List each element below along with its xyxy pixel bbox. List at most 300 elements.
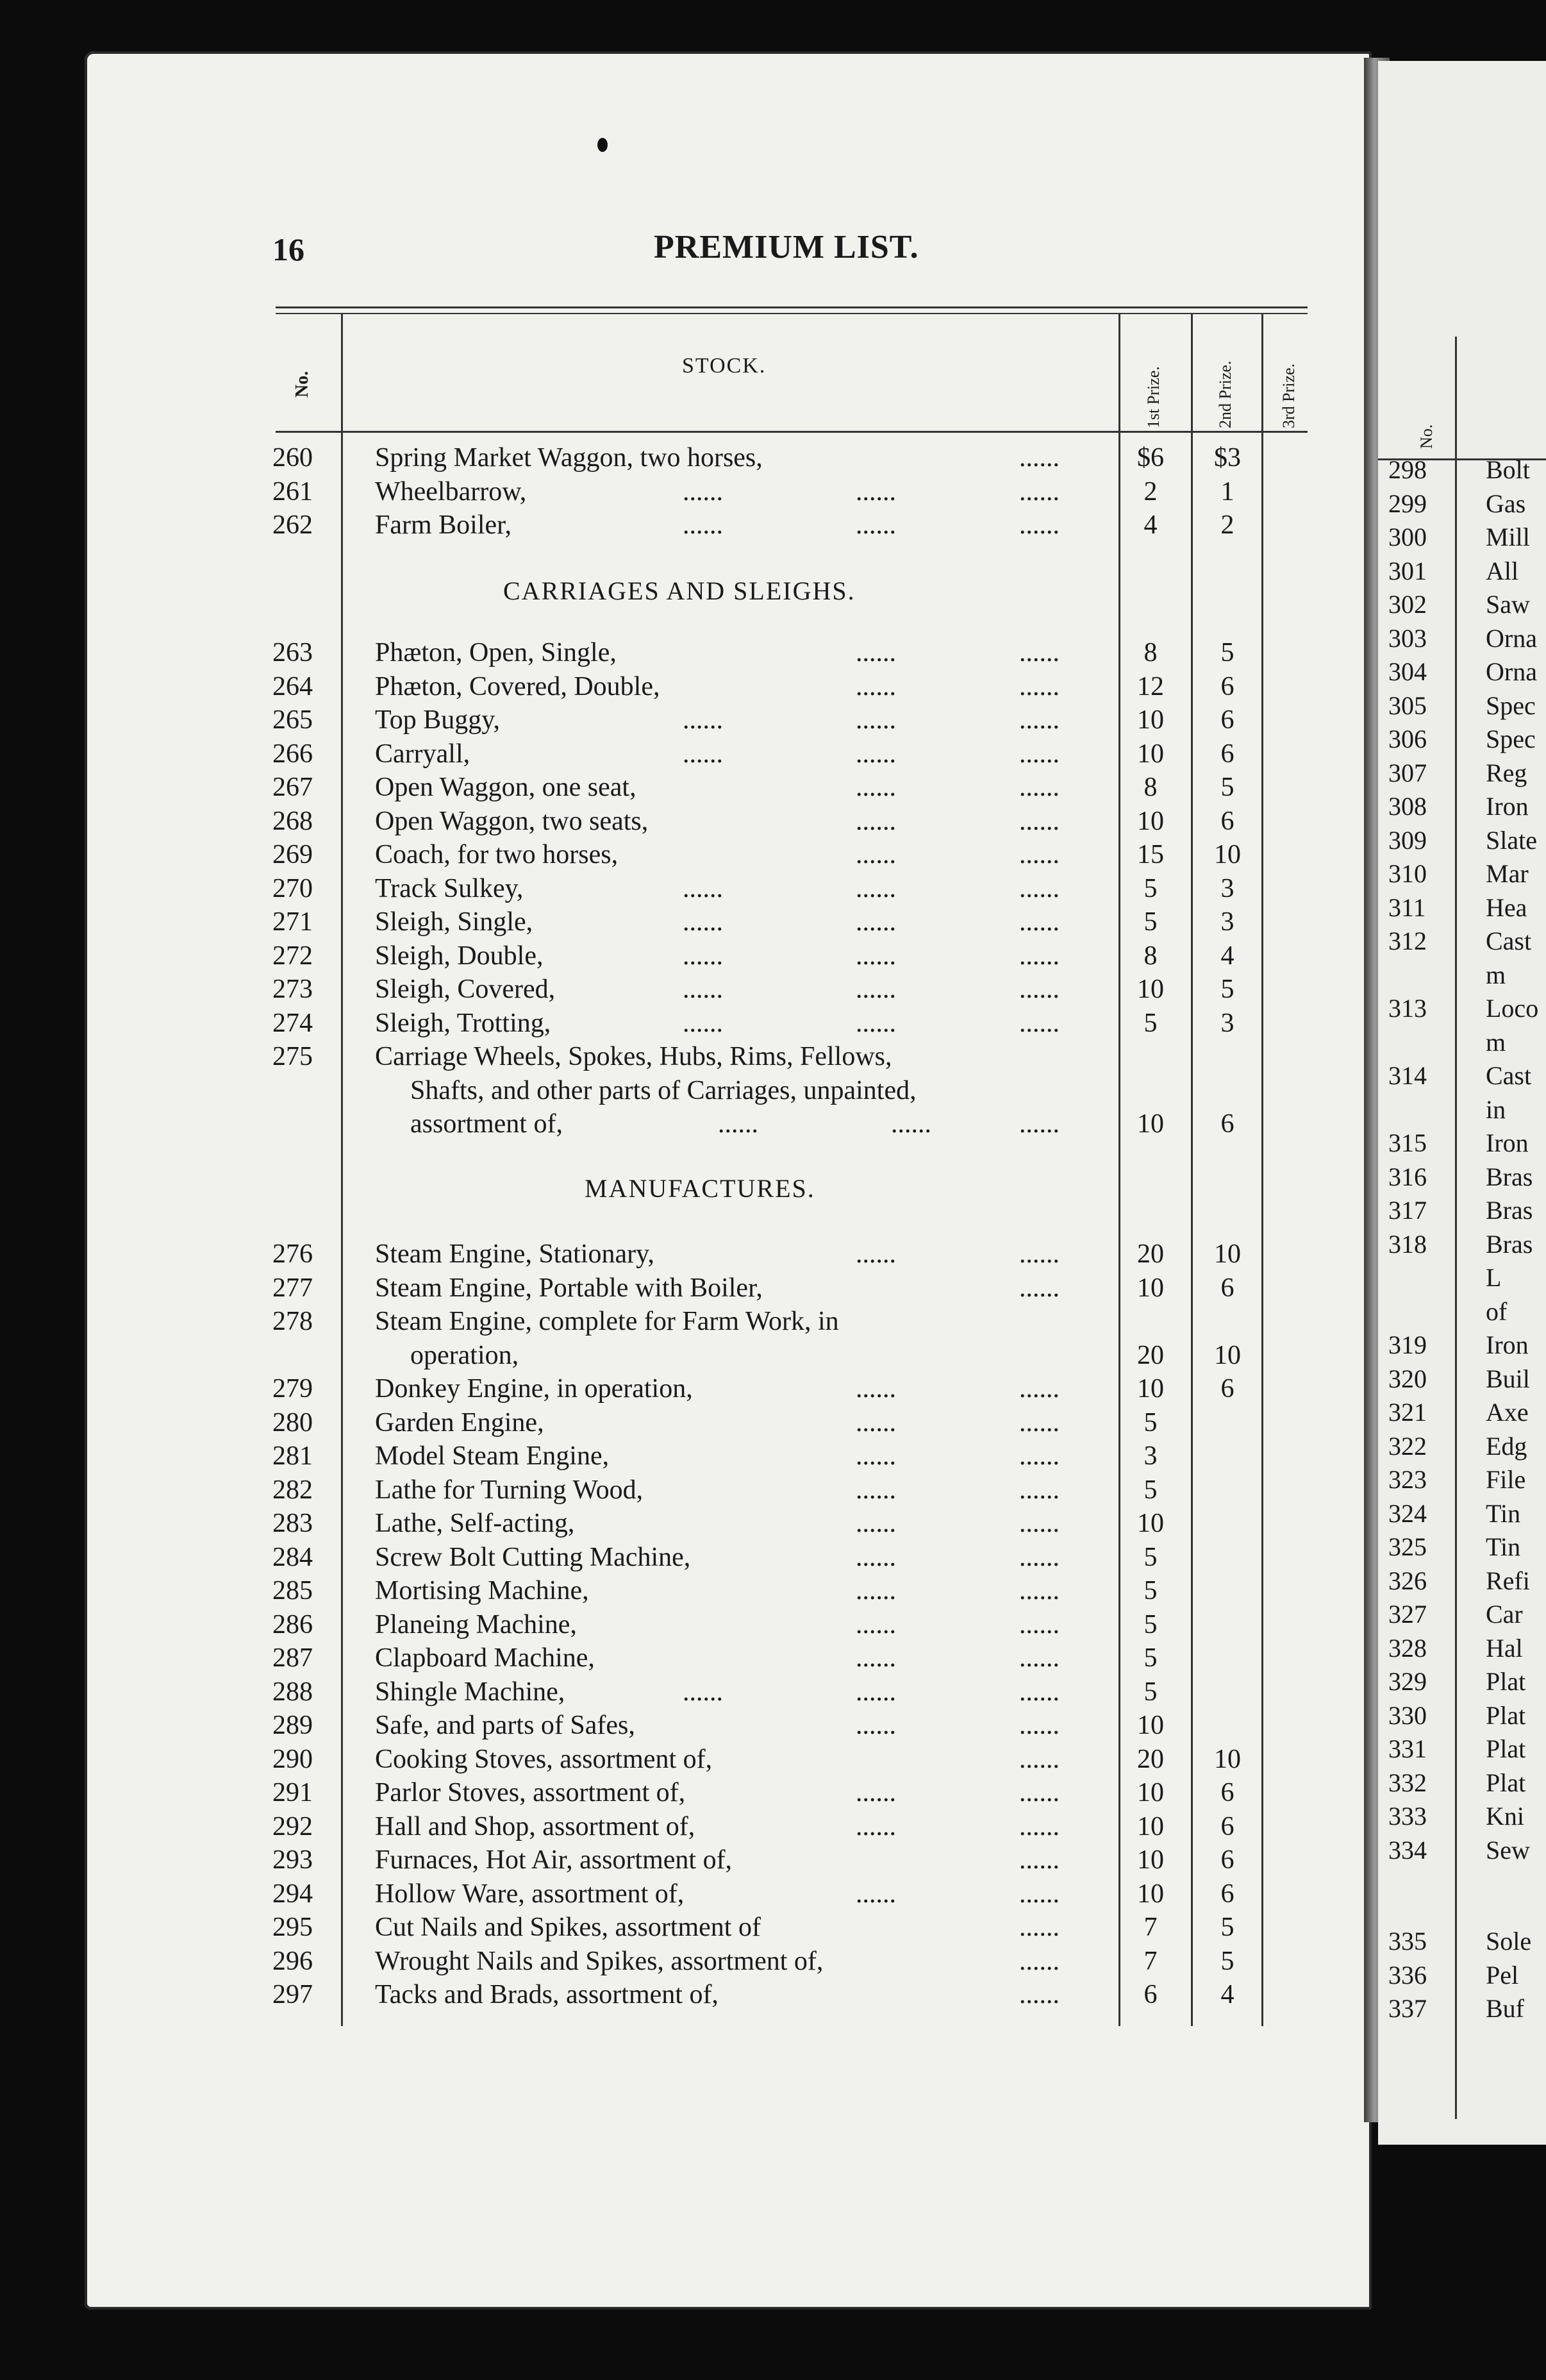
facing-item-text: Gas [1486,489,1526,518]
facing-item-number: 337 [1388,1994,1427,2023]
item-number: 266 [272,739,313,769]
first-prize: 3 [1143,1441,1158,1471]
facing-item-number: 328 [1388,1633,1427,1663]
item-description-text: Lathe for Turning Wood, [375,1475,644,1505]
leader-dots: ...... [856,840,896,869]
item-description-text: Model Steam Engine, [375,1441,610,1471]
facing-item-number: 301 [1388,556,1427,585]
leader-dots: ...... [1019,1441,1060,1471]
table-row [0,1271,1346,1305]
item-description-text: Parlor Stoves, assortment of, [375,1778,686,1807]
item-number: 282 [272,1475,313,1505]
item-description-text: Steam Engine, complete for Farm Work, in [375,1307,839,1336]
first-prize: 15 [1137,840,1164,869]
item-description-text: Phæton, Open, Single, [375,638,617,667]
first-prize: 5 [1143,1475,1158,1505]
item-description [375,1574,896,1607]
facing-item-text: Bras [1486,1229,1533,1259]
table-row [0,973,1346,1006]
facing-item-text: Iron [1486,1128,1529,1157]
facing-item-text: Hal [1486,1633,1523,1663]
item-description [375,838,896,871]
leader-dots: ...... [856,1609,896,1639]
leader-dots: ...... [1019,1239,1060,1269]
item-description [375,1608,896,1641]
leader-dots: ...... [1019,1946,1060,1976]
item-description-text: Mortising Machine, [375,1576,589,1605]
facing-item-number: 330 [1388,1700,1427,1730]
header-prize3: 3rd Prize. [1279,363,1298,428]
item-number: 294 [272,1879,313,1909]
second-prize: 6 [1220,1273,1234,1303]
header-rule [276,431,1308,433]
item-description [375,1675,896,1709]
facing-item-text: Iron [1486,792,1529,821]
item-description [410,1107,931,1141]
facing-item-text: Bolt [1486,455,1530,484]
item-description-text: Donkey Engine, in operation, [375,1374,693,1404]
item-description-text: Sleigh, Covered, [375,975,556,1004]
leader-dots: ...... [1019,1811,1060,1841]
facing-page [1378,61,1546,2145]
first-prize: $6 [1137,443,1164,473]
facing-item-number: 318 [1388,1229,1427,1259]
leader-dots: ...... [1019,443,1060,473]
facing-item-number: 313 [1388,994,1427,1023]
item-description [375,737,896,771]
facing-item-text: Slate [1486,825,1537,855]
first-prize: 5 [1143,1008,1158,1038]
second-prize: 1 [1220,476,1234,507]
item-description [375,1372,896,1405]
second-prize: 10 [1214,840,1241,869]
table-row [0,508,1346,542]
table-row [0,1473,1346,1507]
leader-dots: ...... [683,1008,723,1038]
item-description [375,1473,896,1507]
item-number: 289 [272,1711,313,1740]
facing-item-number: 324 [1388,1498,1427,1528]
item-description [375,1406,896,1439]
leader-dots: ...... [856,1811,896,1841]
first-prize: 10 [1137,1509,1164,1538]
leader-dots: ...... [683,907,723,937]
leader-dots: ...... [683,873,723,903]
first-prize: 5 [1143,1643,1158,1673]
first-prize: 10 [1137,1273,1164,1303]
first-prize: 6 [1143,1980,1158,2009]
second-prize: 6 [1220,1109,1234,1139]
first-prize: 10 [1137,806,1164,836]
item-description-text: Wrought Nails and Spikes, assortment of, [375,1946,824,1976]
item-description-text: Sleigh, Trotting, [375,1008,551,1038]
first-prize: 10 [1137,1374,1164,1404]
item-number: 264 [272,671,313,701]
facing-item-text: Axe [1486,1398,1529,1427]
leader-dots: ...... [856,1239,896,1269]
item-description [375,771,896,804]
facing-item-text: Plat [1486,1700,1526,1730]
facing-item-text: Cast [1486,1061,1532,1090]
item-description [375,475,896,508]
table-row [0,1372,1346,1405]
item-number: 276 [272,1239,313,1269]
second-prize: 4 [1220,941,1234,971]
facing-item-number: 323 [1388,1465,1427,1494]
item-description [375,905,896,939]
leader-dots: ...... [856,705,896,735]
leader-dots: ...... [1019,638,1060,667]
facing-item-text: Saw [1486,590,1530,619]
facing-item-text: Sole [1486,1927,1532,1956]
facing-item-number: 336 [1388,1960,1427,1990]
facing-item-text: m [1486,960,1506,989]
leader-dots: ...... [1019,1509,1060,1538]
table-row [0,703,1346,737]
facing-item-number: 304 [1388,657,1427,686]
leader-dots: ...... [856,1407,896,1437]
second-prize: 5 [1220,975,1234,1004]
second-prize: 3 [1220,1008,1234,1038]
facing-item-text: Tin [1486,1498,1521,1528]
first-prize: 10 [1137,1109,1164,1139]
section-manufactures: MANUFACTURES. [585,1174,815,1203]
leader-dots: ...... [856,510,896,540]
second-prize: 6 [1220,705,1234,735]
leader-dots: ...... [1019,907,1060,937]
facing-item-number: 332 [1388,1768,1427,1797]
facing-item-text: Bras [1486,1196,1533,1225]
first-prize: 10 [1137,739,1164,769]
facing-item-number: 316 [1388,1162,1427,1191]
item-description-text: Steam Engine, Stationary, [375,1239,654,1269]
item-number: 280 [272,1407,313,1437]
facing-item-text: Orna [1486,657,1537,686]
facing-item-text: L [1486,1263,1502,1292]
item-description-text: Sleigh, Double, [375,941,544,971]
leader-dots: ...... [718,1109,758,1139]
item-description [375,1541,896,1574]
item-description-text: Farm Boiler, [375,510,511,540]
facing-item-text: m [1486,1027,1506,1057]
item-number: 286 [272,1609,313,1639]
leader-dots: ...... [1019,1542,1060,1572]
facing-item-text: Bras [1486,1162,1533,1191]
facing-item-text: Buf [1486,1994,1524,2023]
item-number: 263 [272,638,313,667]
item-description [375,1040,892,1073]
table-row [0,1810,1346,1843]
first-prize: 7 [1143,1946,1158,1976]
leader-dots: ...... [1019,705,1060,735]
table-row [0,1709,1346,1742]
leader-dots: ...... [683,739,723,769]
item-number: 267 [272,773,313,802]
table-row [0,1339,1346,1372]
facing-item-number: 317 [1388,1196,1427,1225]
item-description-text: Hall and Shop, assortment of, [375,1811,695,1841]
leader-dots: ...... [856,1576,896,1605]
first-prize: 5 [1143,1542,1158,1572]
leader-dots: ...... [891,1109,931,1139]
first-prize: 20 [1137,1340,1164,1370]
table-row [0,1743,1346,1776]
item-description [375,1776,896,1809]
first-prize: 4 [1143,510,1158,540]
leader-dots: ...... [1019,1913,1060,1942]
item-description-text: Top Buggy, [375,705,501,735]
first-prize: 5 [1143,907,1158,937]
item-description-text: Lathe, Self-acting, [375,1509,575,1538]
item-description-text: operation, [410,1340,519,1370]
table-row [0,1040,1346,1073]
leader-dots: ...... [856,907,896,937]
first-prize: 8 [1143,773,1158,802]
second-prize: 6 [1220,1879,1234,1909]
leader-dots: ...... [856,671,896,701]
item-number: 297 [272,1980,313,2009]
facing-item-text: Spec [1486,725,1536,753]
facing-item-number: 333 [1388,1802,1427,1831]
leader-dots: ...... [1019,1273,1060,1303]
table-row [0,1675,1346,1709]
leader-dots: ...... [683,1677,723,1707]
facing-item-number: 312 [1388,926,1427,955]
leader-dots: ...... [856,1441,896,1471]
facing-item-text: Tin [1486,1532,1521,1561]
leader-dots: ...... [1019,1711,1060,1740]
item-number: 287 [272,1643,313,1673]
item-description-text: Shafts, and other parts of Carriages, unpainted, [410,1075,917,1105]
second-prize: 10 [1214,1239,1241,1269]
facing-divider [1455,337,1457,2119]
leader-dots: ...... [1019,1677,1060,1707]
item-description [375,1641,896,1675]
leader-dots: ...... [856,1008,896,1038]
item-description-text: Phæton, Covered, Double, [375,671,660,701]
table-row [0,1107,1346,1141]
item-description [375,508,896,542]
item-description [375,1439,896,1473]
item-description-text: Wheelbarrow, [375,476,527,507]
item-description [375,805,896,838]
first-prize: 20 [1137,1744,1164,1774]
item-number: 291 [272,1778,313,1807]
leader-dots: ...... [1019,1475,1060,1505]
header-no: No. [292,371,312,398]
facing-item-number: 334 [1388,1835,1427,1865]
first-prize: 5 [1143,1677,1158,1707]
item-description [375,1271,763,1305]
second-prize: 10 [1214,1744,1241,1774]
item-description [375,1810,896,1843]
second-prize: 3 [1220,907,1234,937]
item-description-text: Open Waggon, two seats, [375,806,649,836]
first-prize: 5 [1143,1609,1158,1639]
facing-item-text: File [1486,1465,1526,1494]
table-row [0,737,1346,771]
item-description [375,636,896,669]
item-number: 272 [272,941,313,971]
leader-dots: ...... [856,638,896,667]
leader-dots: ...... [856,806,896,836]
facing-item-text: Spec [1486,691,1536,720]
leader-dots: ...... [1019,510,1060,540]
item-number: 271 [272,907,313,937]
item-description [410,1074,917,1107]
second-prize: 6 [1220,1845,1234,1875]
item-number: 273 [272,975,313,1004]
item-description [375,1507,896,1540]
facing-item-number: 310 [1388,859,1427,888]
leader-dots: ...... [1019,1109,1060,1139]
leader-dots: ...... [1019,806,1060,836]
item-number: 288 [272,1677,313,1707]
item-description-text: Coach, for two horses, [375,840,619,869]
leader-dots: ...... [856,1509,896,1538]
table-row [0,1776,1346,1809]
item-description-text: Garden Engine, [375,1407,544,1437]
second-prize: 5 [1220,1913,1234,1942]
facing-header-no: No. [1417,424,1436,449]
leader-dots: ...... [856,773,896,802]
table-row [0,1074,1346,1107]
item-number: 265 [272,705,313,735]
leader-dots: ...... [856,739,896,769]
facing-item-text: Buil [1486,1364,1530,1393]
facing-item-text: Refi [1486,1566,1530,1595]
second-prize: $3 [1214,443,1241,473]
facing-item-number: 335 [1388,1927,1427,1956]
table-row [0,1007,1346,1040]
leader-dots: ...... [1019,1609,1060,1639]
page-title: PREMIUM LIST. [654,229,919,265]
table-row [0,838,1346,871]
item-description-text: Hollow Ware, assortment of, [375,1879,685,1909]
item-description-text: Cut Nails and Spikes, assortment of [375,1913,761,1942]
item-number: 290 [272,1744,313,1774]
first-prize: 12 [1137,671,1164,701]
facing-item-number: 306 [1388,725,1427,753]
table-row [0,1574,1346,1607]
leader-dots: ...... [1019,1845,1060,1875]
facing-item-number: 320 [1388,1364,1427,1393]
facing-item-number: 305 [1388,691,1427,720]
item-number: 284 [272,1542,313,1572]
facing-item-number: 322 [1388,1431,1427,1461]
leader-dots: ...... [856,1711,896,1740]
facing-item-number: 309 [1388,825,1427,855]
second-prize: 2 [1220,510,1234,540]
item-description-text: Shingle Machine, [375,1677,565,1707]
item-description [375,1305,839,1338]
table-row [0,805,1346,838]
table-row [0,1507,1346,1540]
item-description-text: Safe, and parts of Safes, [375,1711,635,1740]
item-number: 281 [272,1441,313,1471]
leader-dots: ...... [1019,975,1060,1004]
item-description-text: Furnaces, Hot Air, assortment of, [375,1845,733,1875]
item-description-text: Track Sulkey, [375,873,524,903]
first-prize: 10 [1137,975,1164,1004]
leader-dots: ...... [683,941,723,971]
second-prize: 5 [1220,638,1234,667]
facing-item-text: of [1486,1296,1508,1326]
item-description [375,1877,896,1911]
second-prize: 6 [1220,739,1234,769]
item-description-text: Steam Engine, Portable with Boiler, [375,1273,763,1303]
item-description [375,872,896,905]
leader-dots: ...... [683,476,723,507]
item-description-text: assortment of, [410,1109,563,1139]
leader-dots: ...... [683,510,723,540]
leader-dots: ...... [1019,1879,1060,1909]
table-row [0,1406,1346,1439]
table-row [0,1877,1346,1911]
item-number: 262 [272,510,313,540]
facing-item-text: All [1486,556,1519,585]
item-number: 270 [272,873,313,903]
facing-item-text: Hea [1486,892,1527,922]
leader-dots: ...... [1019,1744,1060,1774]
item-description-text: Tacks and Brads, assortment of, [375,1980,719,2009]
item-number: 260 [272,443,313,473]
first-prize: 10 [1137,705,1164,735]
facing-item-text: Reg [1486,758,1527,787]
facing-item-text: Sew [1486,1835,1530,1865]
first-prize: 10 [1137,1711,1164,1740]
item-description-text: Open Waggon, one seat, [375,773,636,802]
second-prize: 6 [1220,806,1234,836]
table-row [0,872,1346,905]
item-description-text: Cooking Stoves, assortment of, [375,1744,713,1774]
second-prize: 6 [1220,671,1234,701]
facing-item-text: Plat [1486,1667,1526,1696]
first-prize: 20 [1137,1239,1164,1269]
facing-item-number: 311 [1388,892,1426,922]
facing-item-number: 329 [1388,1667,1427,1696]
leader-dots: ...... [1019,1980,1060,2009]
second-prize: 5 [1220,773,1234,802]
second-prize: 6 [1220,1778,1234,1807]
facing-item-number: 300 [1388,523,1427,551]
item-description-text: Spring Market Waggon, two horses, [375,443,763,473]
item-description [375,939,896,973]
leader-dots: ...... [856,1542,896,1572]
table-row [0,1945,1346,1978]
leader-dots: ...... [1019,1778,1060,1807]
header-stock: STOCK. [682,354,767,378]
item-number: 293 [272,1845,313,1875]
item-description [375,1911,761,1944]
leader-dots: ...... [856,1475,896,1505]
item-description-text: Sleigh, Single, [375,907,533,937]
facing-item-text: Mill [1486,523,1530,551]
facing-item-text: Pel [1486,1960,1519,1990]
leader-dots: ...... [856,476,896,507]
item-number: 277 [272,1273,313,1303]
item-description [375,1743,712,1776]
leader-dots: ...... [856,1374,896,1404]
leader-dots: ...... [1019,739,1060,769]
first-prize: 2 [1143,476,1158,507]
leader-dots: ...... [683,975,723,1004]
facing-item-number: 325 [1388,1532,1427,1561]
header-prize2: 2nd Prize. [1216,360,1234,428]
first-prize: 7 [1143,1913,1158,1942]
facing-item-text: Edg [1486,1431,1527,1461]
leader-dots: ...... [1019,941,1060,971]
